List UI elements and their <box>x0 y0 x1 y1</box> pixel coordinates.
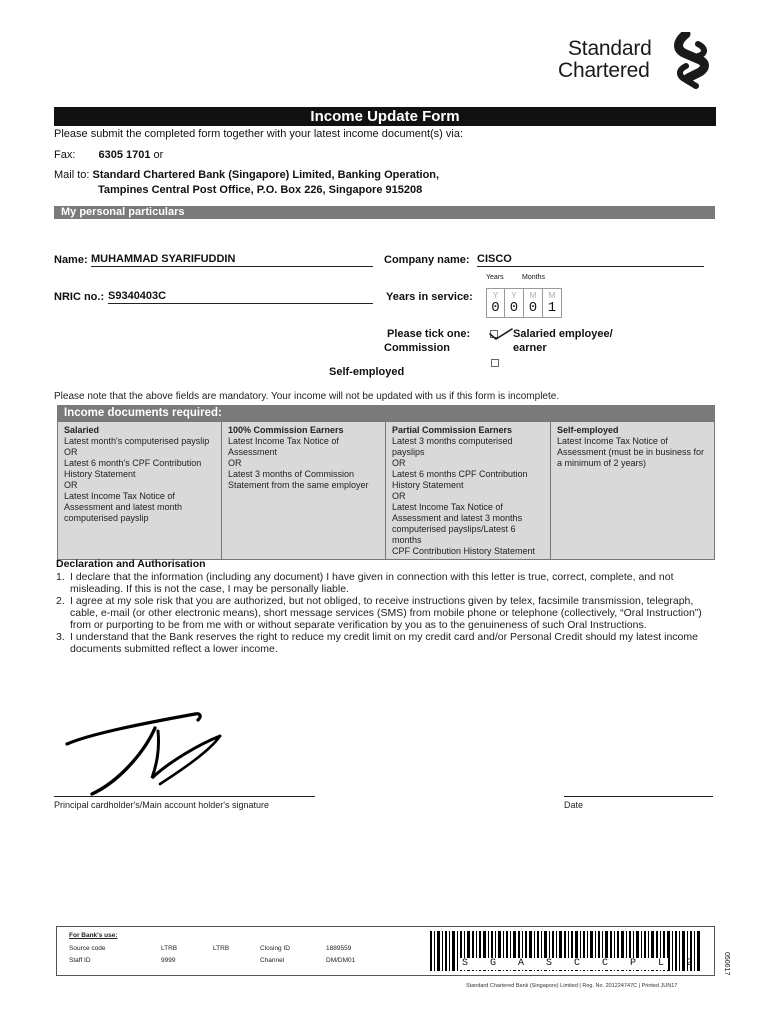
service-box-year-1[interactable] <box>486 288 505 318</box>
doc-column-salaried <box>58 422 222 559</box>
service-box-value: 0 <box>528 300 538 316</box>
company-field[interactable] <box>477 253 704 267</box>
doc-line: Latest 3 months of Commission Statement from the same employer <box>228 469 369 490</box>
bank-use-cell: 9999 <box>161 957 176 964</box>
declaration-item-1 <box>56 571 714 595</box>
declaration-item-number: 3. <box>56 631 65 643</box>
doc-line: Latest 6 months CPF Contribution History Statement <box>392 469 528 490</box>
option-self-employed-label: Self-employed <box>329 366 405 378</box>
brand-name-line2: Chartered <box>558 59 650 82</box>
doc-column-header: Partial Commission Earners <box>392 425 513 435</box>
bank-use-cell: Closing ID <box>260 945 290 952</box>
declaration-title: Declaration and Authorisation <box>56 558 206 570</box>
name-label: Name: <box>54 254 88 266</box>
declaration-item-number: 1. <box>56 571 65 583</box>
doc-line: Latest Income Tax Notice of Assessment <box>228 436 339 457</box>
declaration-item-text: I declare that the information (including any document) I have given in connection with this letter is true, correct, complete, and not misleading. If this is not the case, I may be personally liable. <box>70 571 674 595</box>
company-label: Company name: <box>384 254 470 266</box>
handwritten-signature <box>60 706 240 801</box>
name-value: MUHAMMAD SYARIFUDDIN <box>91 253 236 265</box>
barcode-text: S G A S C C P L 2 <box>462 958 701 969</box>
bank-use-cell: Source code <box>69 945 106 952</box>
doc-line: OR <box>228 458 242 468</box>
bank-use-cell: Channel <box>260 957 285 964</box>
doc-line: Latest Income Tax Notice of Assessment and latest month computerised payslip <box>64 491 183 523</box>
declaration-item-text: I agree at my sole risk that you are authorized, but not obliged, to receive instructions given by telex, facsimile transmission, telegraph, cable, e-mail (or other electronic means), short message services (SMS) from mobile phone or telephone (collectively, “Oral Instruction”) from or purporting to be from me with or without separate verification by you as to the genuineness of such Oral Instructions. <box>70 595 702 631</box>
bank-use-cell: LTRB <box>213 945 230 952</box>
doc-column-header: Salaried <box>64 425 100 435</box>
service-boxes <box>486 288 562 318</box>
bank-use-cell: LTRB <box>161 945 178 952</box>
option-salaried-label: Salaried employee/ <box>513 328 613 340</box>
service-box-value: 0 <box>509 300 519 316</box>
nric-label: NRIC no.: <box>54 291 105 303</box>
form-intro: Please submit the completed form together with your latest income document(s) via: <box>54 128 464 140</box>
bank-use-box <box>56 926 715 976</box>
fax-label: Fax: <box>54 149 76 161</box>
months-header: Months <box>522 274 545 281</box>
option-commission-label: Commission <box>384 342 451 354</box>
doc-column-partial-commission <box>386 422 551 559</box>
doc-line: Latest Income Tax Notice of Assessment and latest 3 months computerised payslips/Latest 6 months <box>392 502 523 545</box>
doc-column-full-commission <box>222 422 386 559</box>
brand-name-line1: Standard <box>568 37 652 60</box>
service-box-value: 1 <box>547 300 557 316</box>
service-box-value: 0 <box>491 300 500 316</box>
brand-logo <box>558 38 718 88</box>
bank-use-cell: DM/DM01 <box>326 957 356 964</box>
income-documents-header: Income documents required: <box>57 405 715 421</box>
doc-line: Latest 6 month's CPF Contribution History Statement <box>64 458 202 479</box>
bank-use-cell: 1889559 <box>326 945 352 952</box>
declaration-item-2 <box>56 595 714 631</box>
option-earner-label: earner <box>513 342 547 354</box>
service-box-year-2[interactable] <box>505 288 524 318</box>
declaration-item-number: 2. <box>56 595 65 607</box>
service-box-hint: M <box>529 291 537 300</box>
bank-use-row-1 <box>69 945 369 955</box>
bank-use-cell: Staff ID <box>69 957 91 964</box>
doc-line: OR <box>392 458 406 468</box>
date-label: Date <box>564 800 584 810</box>
bank-use-row-2 <box>69 957 369 967</box>
service-box-month-1[interactable] <box>524 288 543 318</box>
doc-line: Latest 3 months computerised payslips <box>392 436 513 457</box>
service-box-month-2[interactable] <box>543 288 562 318</box>
income-documents-table <box>57 421 715 560</box>
service-box-hint: Y <box>492 291 499 300</box>
doc-line: Latest month's computerised payslip <box>64 436 210 446</box>
footer-registration: Standard Chartered Bank (Singapore) Limited | Reg. No. 201224747C | Printed JUN17 <box>466 983 678 989</box>
fax-or: or <box>153 149 164 161</box>
nric-field[interactable] <box>108 290 373 304</box>
signature-line[interactable] <box>54 796 315 797</box>
mail-label: Mail to: <box>54 169 90 181</box>
doc-line: OR <box>392 491 406 501</box>
fax-number: 6305 1701 <box>98 149 151 161</box>
nric-value: S9340403C <box>108 290 167 302</box>
declaration-item-text: I understand that the Bank reserves the right to reduce my credit limit on my credit card and/or Personal Credit should my latest income documents submitted reflect a lower income. <box>70 631 698 655</box>
signature-label: Principal cardholder's/Main account holder's signature <box>54 800 270 810</box>
doc-column-self-employed <box>551 422 714 559</box>
years-in-service-label: Years in service: <box>386 291 473 303</box>
checkmark-icon <box>488 326 514 342</box>
mandatory-note: Please note that the above fields are mandatory. Your income will not be updated with us if this form is incomplete. <box>54 391 560 402</box>
service-box-hint: Y <box>511 291 517 300</box>
company-value: CISCO <box>477 253 512 265</box>
mail-row <box>54 169 439 181</box>
form-title: Income Update Form <box>54 107 716 126</box>
doc-line: OR <box>64 480 78 490</box>
service-box-hint: M <box>548 291 556 300</box>
fax-row <box>54 149 163 161</box>
side-code: 050617 <box>723 952 730 976</box>
date-line[interactable] <box>564 796 713 797</box>
mail-address-line2: Tampines Central Post Office, P.O. Box 226, Singapore 915208 <box>98 184 423 196</box>
years-header: Years <box>486 274 504 281</box>
name-field[interactable] <box>91 253 373 267</box>
doc-line: OR <box>64 447 78 457</box>
doc-line: Latest Income Tax Notice of Assessment (must be in business for a minimum of 2 years) <box>557 436 705 468</box>
bank-use-title: For Bank's use: <box>69 932 118 939</box>
declaration-item-3 <box>56 631 714 655</box>
self-employed-checkbox[interactable] <box>491 359 499 367</box>
mail-address-line1: Standard Chartered Bank (Singapore) Limited, Banking Operation, <box>92 169 440 181</box>
personal-particulars-header: My personal particulars <box>54 206 715 219</box>
doc-line: CPF Contribution History Statement <box>392 546 536 556</box>
standard-chartered-logo-icon <box>672 32 714 90</box>
doc-column-header: Self-employed <box>557 425 619 435</box>
tick-one-label: Please tick one: <box>387 328 471 340</box>
doc-column-header: 100% Commission Earners <box>228 425 344 435</box>
